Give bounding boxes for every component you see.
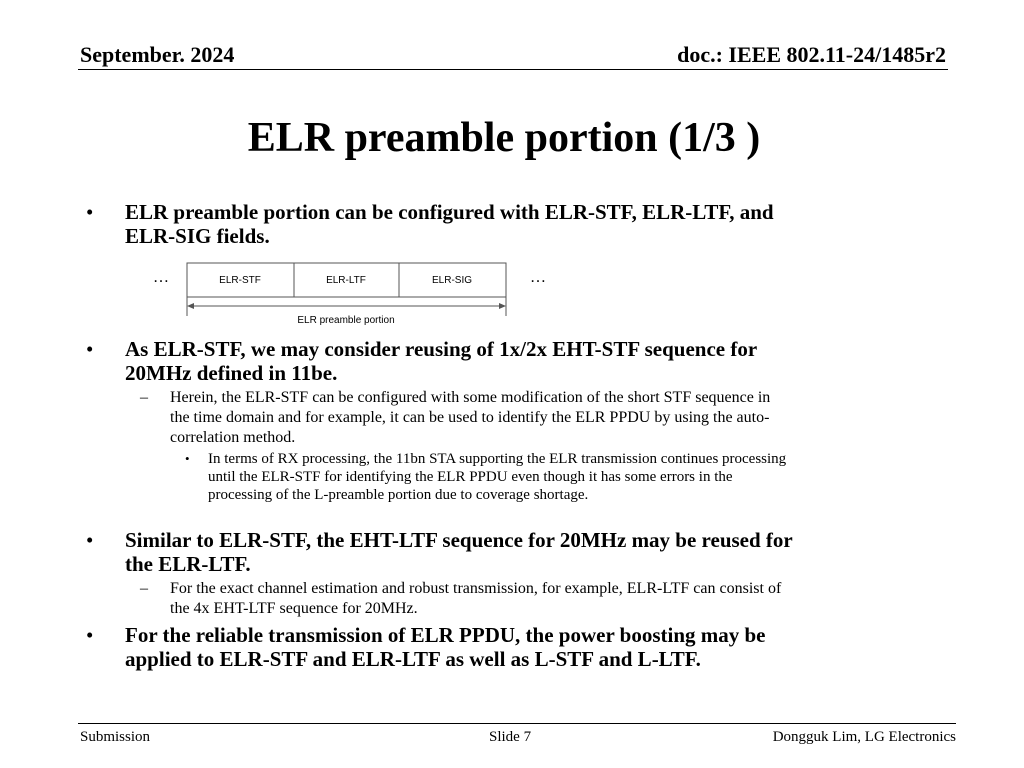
- span-arrowhead-left: [187, 303, 194, 309]
- footer-slide-number: Slide 7: [489, 729, 532, 745]
- bullet-4-line-2: applied to ELR-STF and ELR-LTF as well as L-STF and L-LTF.: [125, 647, 701, 671]
- bullet-3-sub-1-line-1: For the exact channel estimation and robust transmission, for example, ELR-LTF can consist of: [170, 580, 782, 597]
- bullet-marker: •: [86, 337, 94, 361]
- dash-marker: –: [140, 580, 148, 597]
- footer-author: Dongguk Lim, LG Electronics: [772, 729, 956, 745]
- preamble-diagram: [150, 260, 570, 330]
- bullet-3-line-2: the ELR-LTF.: [125, 552, 251, 576]
- footer-submission: Submission: [80, 729, 151, 745]
- span-label: ELR preamble portion: [297, 315, 395, 326]
- bullet-2-sub-1-line-2: the time domain and for example, it can be used to identify the ELR PPDU by using the auto-: [170, 409, 770, 426]
- bullet-2-line-2: 20MHz defined in 11be.: [125, 361, 338, 385]
- bullet-marker: •: [86, 200, 94, 224]
- field-label-elr-sig: ELR-SIG: [431, 275, 473, 286]
- bullet-marker: •: [86, 623, 94, 647]
- bullet-4-line-1: For the reliable transmission of ELR PPDU, the power boosting may be: [125, 623, 766, 647]
- slide-title: ELR preamble portion (1/3 ): [247, 115, 761, 161]
- footer-divider: [78, 723, 956, 724]
- bullet-2-sub-1-line-3: correlation method.: [170, 429, 296, 446]
- bullet-1-line-2: ELR-SIG fields.: [125, 224, 270, 248]
- bullet-2-sub-2-line-1: In terms of RX processing, the 11bn STA supporting the ELR transmission continues processing: [208, 451, 787, 467]
- field-label-elr-ltf: ELR-LTF: [326, 275, 366, 286]
- bullet-2-sub-1-line-1: Herein, the ELR-STF can be configured with some modification of the short STF sequence in: [170, 389, 771, 406]
- bullet-2-line-1: As ELR-STF, we may consider reusing of 1x/2x EHT-STF sequence for: [125, 337, 758, 361]
- bullet-2-sub-2-line-2: until the ELR-STF for identifying the ELR PPDU even though it has some errors in the: [208, 469, 733, 485]
- header-date: September. 2024: [80, 42, 235, 67]
- dash-marker: –: [140, 389, 148, 406]
- bullet-marker-small: •: [185, 451, 190, 466]
- header-divider: [78, 69, 948, 70]
- bullet-2-sub-2-line-3: processing of the L-preamble portion due to coverage shortage.: [208, 487, 589, 503]
- span-arrowhead-right: [499, 303, 506, 309]
- header-doc-number: doc.: IEEE 802.11-24/1485r2: [677, 42, 946, 67]
- bullet-1-line-1: ELR preamble portion can be configured with ELR-STF, ELR-LTF, and: [125, 200, 774, 224]
- bullet-marker: •: [86, 528, 94, 552]
- bullet-3-line-1: Similar to ELR-STF, the EHT-LTF sequence for 20MHz may be reused for: [125, 528, 793, 552]
- field-label-elr-stf: ELR-STF: [219, 275, 261, 286]
- bullet-3-sub-1-line-2: the 4x EHT-LTF sequence for 20MHz.: [170, 600, 418, 617]
- ellipsis-right: …: [530, 269, 546, 286]
- ellipsis-left: …: [153, 269, 169, 286]
